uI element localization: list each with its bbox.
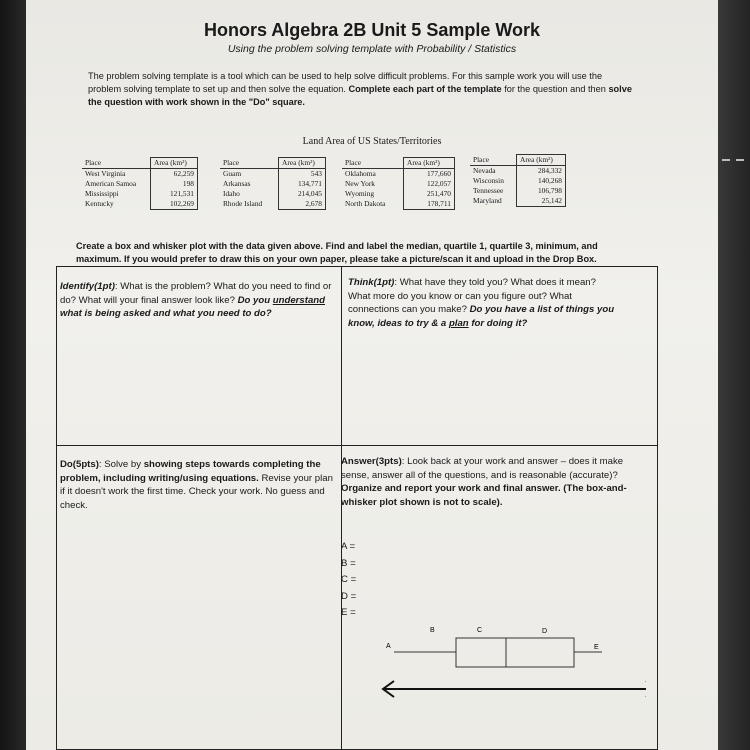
think-emphasis: Do you have a list of things you know, ideas to try & a [348,304,615,329]
place-cell: Idaho [223,189,240,198]
column-header-place: Place [82,158,151,169]
place-cell: Tennessee [473,186,504,195]
plot-label-b: B [430,627,435,634]
area-cell: 214,045 [279,189,326,199]
answer-emphasis: Organize and report your work and final answer. (The box-and-whisker plot shown is not to scale). [341,483,627,508]
land-area-table-2 [220,157,326,210]
instructions-paragraph [88,70,633,108]
page-subtitle: Using the problem solving template with Probability / Statistics [227,43,517,55]
place-cell: Guam [223,169,242,178]
do-section [60,458,336,512]
place-cell: American Samoa [85,179,137,188]
column-header-area: Area (km²) [151,158,198,169]
column-header-place: Place [342,158,404,169]
area-cell: 284,332 [517,166,566,177]
area-cell: 251,470 [404,189,455,199]
answer-variable-b: B = [341,557,356,569]
identify-emphasis: Do you [237,294,273,306]
think-emphasis: for doing it? [468,317,528,329]
column-header-area: Area (km²) [517,155,566,166]
area-cell: 122,057 [404,179,455,189]
background-mark [736,159,744,161]
land-area-table-4 [470,154,566,207]
answer-variable-c: C = [341,574,357,585]
photo-background-right [716,0,750,750]
table-title: Land Area of US States/Territories [302,136,442,147]
column-header-area: Area (km²) [404,158,455,169]
column-header-place: Place [220,158,279,169]
background-mark [722,159,730,161]
area-cell: 102,269 [151,199,198,210]
answer-variable-e: E = [341,607,356,618]
place-cell: Mississippi [85,189,119,198]
task-instructions: Create a box and whisker plot with the data given above. Find and label the median, quartile 1, quartile 3, minimum, and maximum. If you would prefer to draw this on your own paper, please take a picture/scan it and upload in the Drop Box. [76,241,598,264]
identify-underlined: understand [272,294,326,306]
answer-variable-list [341,539,356,622]
box-whisker-diagram [346,620,646,700]
instructions-text: for the question and then [504,83,606,94]
answer-label: Answer(3pts) [341,456,402,467]
think-prompt: : What have they told you? What does it mean? What more do you know or can you figure out? What connections can you make? [348,277,596,315]
answer-variable-d: D = [341,590,357,602]
place-cell: Oklahoma [345,169,376,178]
photo-background-left [0,0,28,750]
instructions-emphasis: Complete each part of the template [348,83,502,94]
identify-section [60,280,336,321]
land-area-table-3 [342,157,455,210]
identify-prompt: : What is the problem? What do you need to find or do? What will your final answer look like? [60,281,332,306]
plot-label-c: C [477,627,483,634]
instructions-emphasis: solve the question with work shown in the "Do" square. [88,83,632,107]
do-prompt: Revise your plan if it doesn't work the first time. Check your work. No guess and check. [60,472,333,511]
place-cell: Maryland [473,196,502,206]
plot-label-a: A [386,643,391,650]
answer-variable-a: A = [341,541,356,552]
place-cell: Kentucky [85,199,114,209]
box [456,638,574,667]
area-cell: 140,268 [517,176,566,186]
answer-prompt: : Look back at your work and answer – does it make sense, answer all of the questions, and is reasonable (accurate)? [341,456,624,481]
place-cell: Wisconsin [473,176,504,185]
area-cell: 134,771 [279,179,326,189]
area-cell: 2,678 [279,199,326,210]
place-cell: North Dakota [345,199,386,209]
place-cell: Arkansas [223,179,251,188]
column-header-area: Area (km²) [279,158,326,169]
plot-label-e: E [594,644,599,651]
plot-label-d: D [542,628,548,635]
page-title: Honors Algebra 2B Unit 5 Sample Work [203,20,541,40]
place-cell: Nevada [473,166,496,175]
place-cell: Rhode Island [223,199,263,209]
place-cell: West Virginia [85,169,126,178]
column-header-place: Place [470,155,517,166]
area-cell: 62,259 [151,169,198,180]
answer-section [341,455,631,509]
instructions-text: The problem solving template is a tool which can be used to help solve difficult problems. For this sample work you will use the problem solving template to set up and then solve the equation. [88,71,603,94]
think-underlined: plan [448,317,469,329]
think-section [348,276,618,330]
area-cell: 198 [151,179,198,189]
do-emphasis: showing steps towards completing the problem, including writing/using equations. [60,459,321,484]
area-cell: 25,142 [517,196,566,207]
land-area-table-1 [82,157,198,210]
area-cell: 178,711 [404,199,455,210]
grid-divider-horizontal [56,445,658,446]
identify-emphasis: what is being asked and what you need to do? [60,308,272,319]
identify-label: Identify(1pt) [60,281,115,292]
place-cell: Wyoming [345,189,375,198]
do-prompt: : Solve by [98,459,144,470]
do-label: Do(5pts) [60,459,99,470]
think-label: Think(1pt) [348,277,395,288]
area-cell: 121,531 [151,189,198,199]
worksheet-page [26,0,718,750]
place-cell: New York [345,179,375,188]
area-cell: 106,798 [517,186,566,196]
area-cell: 177,660 [404,169,455,180]
area-cell: 543 [279,169,326,180]
